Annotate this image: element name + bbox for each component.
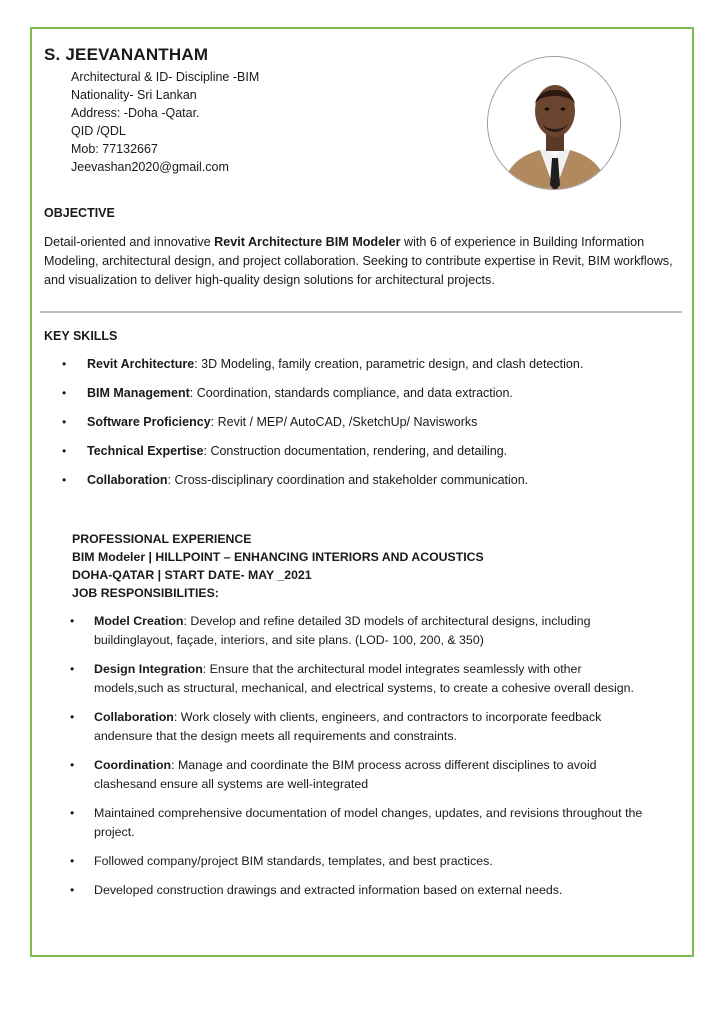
responsibility-text: : Work closely with clients, engineers, and contractors to incorporate feedback andensure that the design meets all requirements and constraints.: [94, 710, 602, 743]
skill-text: : Cross-disciplinary coordination and stakeholder communication.: [167, 473, 529, 487]
bullet-icon: •: [70, 662, 75, 676]
skill-text: : Construction documentation, rendering, and detailing.: [203, 444, 508, 458]
experience-header: [72, 530, 484, 602]
skill-label: Collaboration: [87, 473, 168, 487]
skill-text: : Coordination, standards compliance, and data extraction.: [189, 386, 513, 400]
discipline-line: Architectural & ID- Discipline -BIM: [71, 70, 260, 84]
objective-title-bold: Revit Architecture BIM Modeler: [214, 235, 401, 249]
qid-line: QID /QDL: [71, 124, 126, 138]
skill-label: Software Proficiency: [87, 415, 211, 429]
email-line: Jeevashan2020@gmail.com: [71, 160, 229, 174]
bullet-icon: •: [62, 357, 67, 371]
responsibility-text: Followed company/project BIM standards, templates, and best practices.: [94, 854, 493, 868]
responsibility-text: : Develop and refine detailed 3D models of architectural designs, including buildinglayout, façade, interiors, and site plans. (LOD- 100, 200, & 350): [94, 614, 591, 647]
skill-item: [62, 384, 682, 413]
responsibility-label: Design Integration: [94, 662, 203, 676]
skill-label: Technical Expertise: [87, 444, 204, 458]
objective-text: [44, 233, 674, 290]
skill-text: : Revit / MEP/ AutoCAD, /SketchUp/ Navisworks: [210, 415, 478, 429]
responsibilities-list: [70, 612, 650, 910]
responsibility-item: [70, 852, 650, 871]
experience-heading: PROFESSIONAL EXPERIENCE: [72, 532, 252, 546]
responsibility-item: [70, 660, 650, 698]
skill-item: [62, 413, 682, 442]
skill-label: Revit Architecture: [87, 357, 195, 371]
responsibility-label: Collaboration: [94, 710, 174, 724]
bullet-icon: •: [70, 614, 75, 628]
nationality-line: Nationality- Sri Lankan: [71, 88, 197, 102]
objective-text-start: Detail-oriented and innovative: [44, 235, 215, 249]
bullet-icon: •: [70, 710, 75, 724]
bullet-icon: •: [70, 854, 75, 868]
bullet-icon: •: [62, 444, 67, 458]
skill-item: [62, 442, 682, 471]
objective-heading: OBJECTIVE: [44, 206, 115, 220]
bullet-icon: •: [70, 758, 75, 772]
key-skills-list: [62, 355, 682, 500]
responsibility-text: Developed construction drawings and extracted information based on external needs.: [94, 883, 563, 897]
mobile-line: Mob: 77132667: [71, 142, 158, 156]
responsibility-text: Maintained comprehensive documentation of model changes, updates, and revisions throughout the project.: [94, 806, 643, 839]
job-role: BIM Modeler | HILLPOINT – ENHANCING INTERIORS AND ACOUSTICS: [72, 550, 484, 564]
candidate-name: S. JEEVANANTHAM: [44, 45, 209, 64]
bullet-icon: •: [70, 806, 75, 820]
skill-item: [62, 471, 682, 500]
key-skills-heading: KEY SKILLS: [44, 329, 118, 343]
objective-text-end: with 6 of experience in Building Information Modeling, architectural design, and project collaboration. Seeking to contribute expertise in Revit, BIM workflows, and visualization to deliver high-quality design solutions for architectural projects.: [44, 235, 673, 287]
responsibility-item: [70, 881, 650, 900]
skill-text: : 3D Modeling, family creation, parametric design, and clash detection.: [194, 357, 584, 371]
responsibilities-heading: JOB RESPONSIBILITIES:: [72, 586, 219, 600]
responsibility-text: : Ensure that the architectural model integrates seamlessly with other models,such as structural, mechanical, and electrical systems, to create a cohesive overall design.: [94, 662, 634, 695]
responsibility-item: [70, 708, 650, 746]
responsibility-item: [70, 756, 650, 794]
skill-item: [62, 355, 682, 384]
skill-label: BIM Management: [87, 386, 190, 400]
profile-photo: [487, 56, 621, 190]
responsibility-item: [70, 612, 650, 650]
section-divider: [40, 311, 682, 313]
bullet-icon: •: [70, 883, 75, 897]
address-line: Address: -Doha -Qatar.: [71, 106, 200, 120]
bullet-icon: •: [62, 473, 67, 487]
responsibility-item: [70, 804, 650, 842]
responsibility-label: Coordination: [94, 758, 172, 772]
contact-block: [71, 68, 259, 176]
responsibility-label: Model Creation: [94, 614, 184, 628]
bullet-icon: •: [62, 415, 67, 429]
responsibility-text: : Manage and coordinate the BIM process across different disciplines to avoid clashesand ensure all systems are well-integrated: [94, 758, 597, 791]
bullet-icon: •: [62, 386, 67, 400]
job-location-date: DOHA-QATAR | START DATE- MAY _2021: [72, 568, 312, 582]
